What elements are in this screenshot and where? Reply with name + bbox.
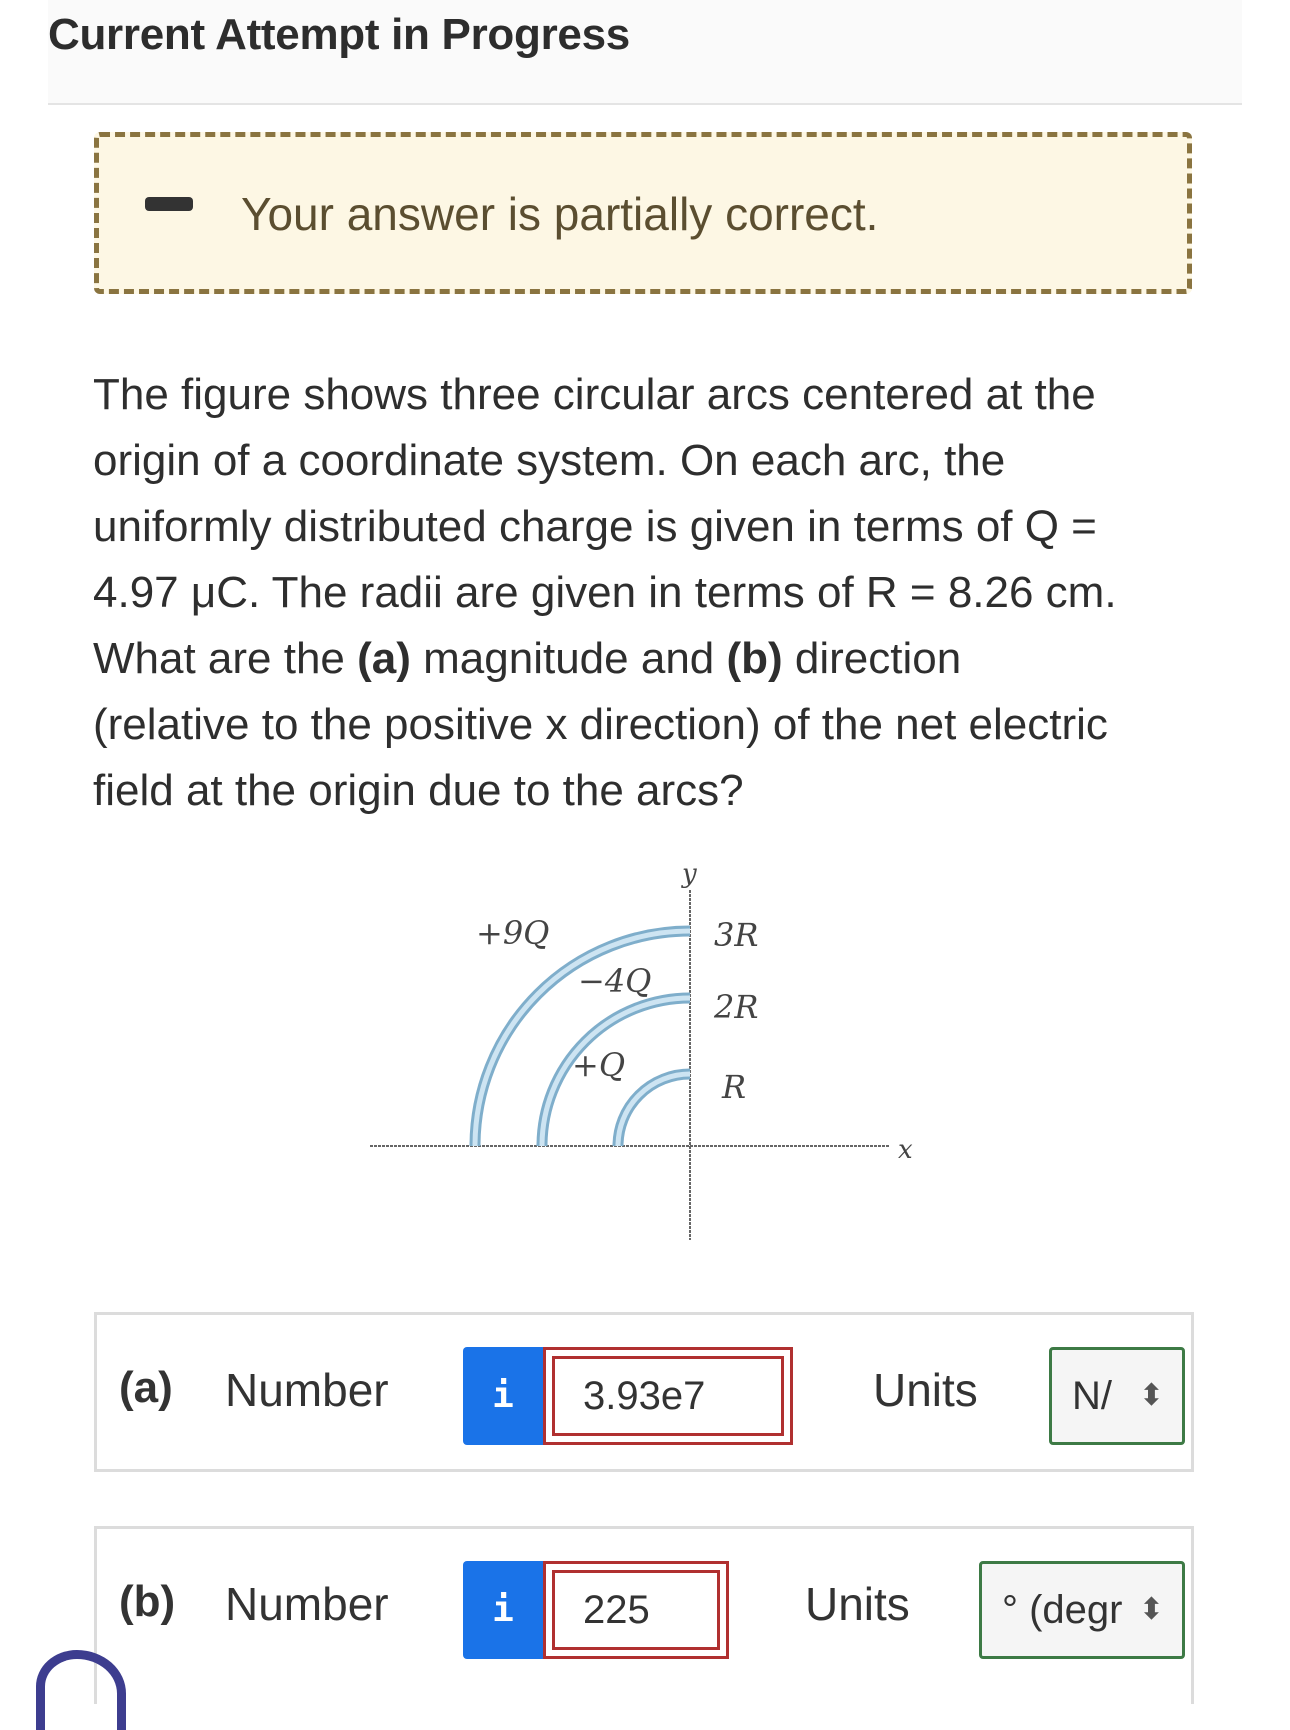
question-line: 4.97 μC. The radii are given in terms of R = 8.26 cm. [93, 568, 1117, 617]
part-b-label: (b) [119, 1577, 176, 1626]
feedback-box [94, 132, 1192, 294]
radius-3r-label: 3R [714, 916, 759, 954]
question-line [93, 626, 1213, 692]
units-select-b[interactable] [979, 1561, 1185, 1659]
answer-row-b [94, 1526, 1194, 1704]
units-label-a: Units [873, 1364, 978, 1416]
part-a-ref: (a) [357, 634, 411, 683]
units-select-b-value: ° (degr [1002, 1588, 1123, 1632]
page-title: Current Attempt in Progress [48, 10, 630, 59]
question-fragment: What are the [93, 634, 358, 683]
arc-r-inner [618, 1074, 690, 1146]
charge-9q-label: +9Q [476, 914, 550, 952]
units-label-b: Units [805, 1578, 910, 1630]
number-input-b[interactable] [543, 1561, 729, 1659]
question-line: origin of a coordinate system. On each arc, the [93, 436, 1006, 485]
question-fragment: magnitude and [410, 634, 727, 683]
question-line: (relative to the positive x direction) of the net electric [93, 700, 1108, 749]
feedback-text: Your answer is partially correct. [241, 188, 879, 240]
radius-r-label: R [722, 1068, 747, 1106]
charge-m4q-label: −4Q [578, 962, 652, 1000]
units-select-a-value: N/ [1072, 1374, 1112, 1418]
radius-2r-label: 2R [714, 988, 759, 1026]
number-label-b: Number [225, 1578, 389, 1630]
minus-icon [145, 197, 193, 211]
question-fragment: direction [782, 634, 962, 683]
chevron-up-down-icon: ⬍ [1138, 1379, 1164, 1412]
number-label-a: Number [225, 1364, 389, 1416]
question-line: The figure shows three circular arcs centered at the [93, 370, 1096, 419]
chevron-up-down-icon: ⬍ [1138, 1593, 1164, 1626]
info-button-a[interactable]: i [463, 1347, 543, 1445]
question-text [93, 362, 1213, 824]
number-input-b-value[interactable]: 225 [552, 1570, 720, 1650]
part-a-label: (a) [119, 1363, 173, 1412]
page-header [48, 0, 1242, 105]
number-input-a-value[interactable]: 3.93e7 [552, 1356, 784, 1436]
info-button-b[interactable]: i [463, 1561, 543, 1659]
number-input-a[interactable] [543, 1347, 793, 1445]
charge-q-label: +Q [572, 1046, 626, 1084]
x-axis-label: x [898, 1135, 913, 1165]
question-line: uniformly distributed charge is given in terms of Q = [93, 502, 1097, 551]
arcs-figure [370, 840, 930, 1250]
question-line: field at the origin due to the arcs? [93, 766, 744, 815]
part-b-ref: (b) [726, 634, 783, 683]
y-axis-label: y [682, 859, 697, 889]
units-select-a[interactable] [1049, 1347, 1185, 1445]
answer-row-a [94, 1312, 1194, 1472]
